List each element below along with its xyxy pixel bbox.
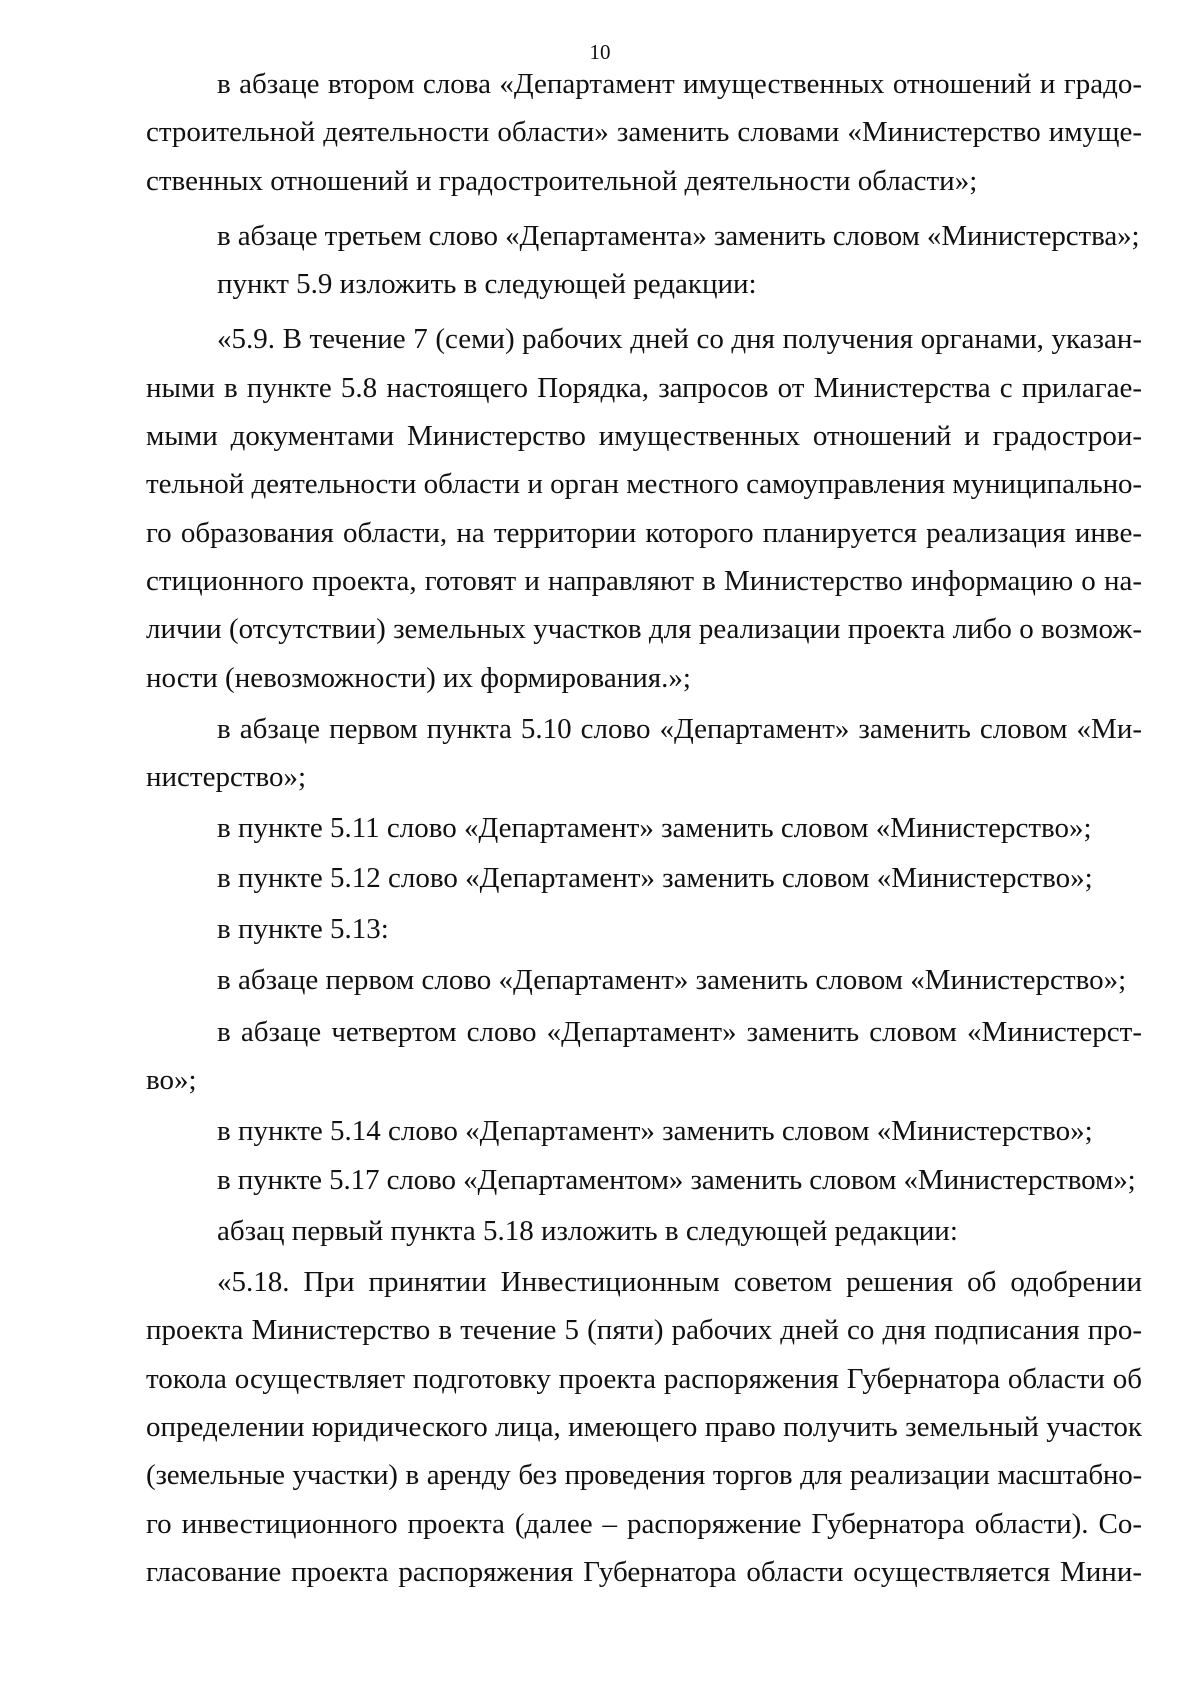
line-text: пункт 5.9 изложить в следующей редакции: bbox=[217, 268, 757, 301]
paragraph bbox=[146, 212, 1142, 260]
page-number: 10 bbox=[589, 40, 611, 64]
text-line bbox=[146, 1451, 1142, 1499]
paragraph bbox=[146, 1258, 1142, 1596]
paragraph bbox=[146, 260, 1142, 308]
line-text: стиционного проекта, готовят и направляют в Министерство информацию о на- bbox=[146, 564, 1142, 597]
line-text: ственных отношений и градостроительной деятельности области»; bbox=[146, 164, 978, 197]
line-text: в абзаце первом слово «Департамент» заменить словом «Министерство»; bbox=[217, 964, 1127, 997]
paragraph bbox=[146, 905, 1142, 953]
text-line bbox=[146, 705, 1142, 753]
paragraph bbox=[146, 315, 1142, 701]
line-text: строительной деятельности области» заменить словами «Министерство имуще- bbox=[146, 116, 1142, 149]
text-line bbox=[146, 1306, 1142, 1354]
line-text: «5.18. При принятии Инвестиционным советом решения об одобрении bbox=[217, 1266, 1142, 1299]
text-line bbox=[146, 1056, 1142, 1104]
paragraph bbox=[146, 705, 1142, 802]
document-body bbox=[146, 60, 1142, 1596]
text-line bbox=[146, 1008, 1142, 1056]
text-line bbox=[146, 108, 1142, 156]
text-line bbox=[146, 804, 1142, 852]
paragraph bbox=[146, 1207, 1142, 1255]
line-text: ными в пункте 5.8 настоящего Порядка, запросов от Министерства с прилагае- bbox=[146, 371, 1142, 404]
paragraph bbox=[146, 60, 1142, 205]
text-line bbox=[146, 1403, 1142, 1451]
text-line bbox=[146, 1500, 1142, 1548]
text-line bbox=[146, 905, 1142, 953]
text-line bbox=[146, 412, 1142, 460]
text-line bbox=[146, 364, 1142, 412]
line-text: в пункте 5.13: bbox=[217, 913, 389, 946]
line-text: личии (отсутствии) земельных участков для реализации проекта либо о возмож- bbox=[146, 613, 1142, 646]
line-text: абзац первый пункта 5.18 изложить в следующей редакции: bbox=[217, 1214, 958, 1247]
text-line bbox=[146, 1548, 1142, 1596]
text-line bbox=[146, 854, 1142, 902]
text-line bbox=[146, 956, 1142, 1004]
text-line bbox=[146, 1258, 1142, 1306]
paragraph bbox=[146, 854, 1142, 902]
text-line bbox=[146, 212, 1142, 260]
text-line bbox=[146, 460, 1142, 508]
line-text: в пункте 5.14 слово «Департамент» заменить словом «Министерство»; bbox=[217, 1115, 1093, 1148]
line-text: в пункте 5.17 слово «Департаментом» заменить словом «Министерством»; bbox=[217, 1163, 1136, 1196]
line-text: в абзаце третьем слово «Департамента» заменить словом «Министерства»; bbox=[217, 219, 1140, 252]
text-line bbox=[146, 1355, 1142, 1403]
text-line bbox=[146, 753, 1142, 801]
text-line bbox=[146, 1207, 1142, 1255]
line-text: проекта Министерство в течение 5 (пяти) рабочих дней со дня подписания про- bbox=[146, 1314, 1142, 1347]
line-text: в абзаце втором слова «Департамент имущественных отношений и градо- bbox=[217, 68, 1142, 100]
text-line bbox=[146, 260, 1142, 308]
line-text: определении юридического лица, имеющего право получить земельный участок bbox=[146, 1411, 1142, 1444]
text-line bbox=[146, 654, 1142, 702]
text-line bbox=[146, 315, 1142, 363]
text-line bbox=[146, 509, 1142, 557]
paragraph bbox=[146, 1156, 1142, 1204]
paragraph bbox=[146, 804, 1142, 852]
line-text: токола осуществляет подготовку проекта распоряжения Губернатора области об bbox=[146, 1362, 1142, 1395]
line-text: мыми документами Министерство имущественных отношений и градострои- bbox=[146, 420, 1142, 453]
line-text: го образования области, на территории которого планируется реализация инве- bbox=[146, 516, 1142, 549]
paragraph bbox=[146, 956, 1142, 1004]
line-text: в пункте 5.12 слово «Департамент» заменить словом «Министерство»; bbox=[217, 861, 1093, 894]
line-text: в пункте 5.11 слово «Департамент» заменить словом «Министерство»; bbox=[217, 812, 1092, 845]
line-text: во»; bbox=[146, 1063, 197, 1096]
line-text: в абзаце первом пункта 5.10 слово «Департамент» заменить словом «Ми- bbox=[217, 712, 1142, 745]
line-text: го инвестиционного проекта (далее – распоряжение Губернатора области). Со- bbox=[146, 1507, 1142, 1540]
line-text: (земельные участки) в аренду без проведения торгов для реализации масштабно- bbox=[146, 1459, 1142, 1492]
line-text: ности (невозможности) их формирования.»; bbox=[146, 661, 691, 694]
line-text: гласование проекта распоряжения Губернатора области осуществляется Мини- bbox=[146, 1555, 1142, 1588]
line-text: «5.9. В течение 7 (семи) рабочих дней со дня получения органами, указан- bbox=[217, 323, 1142, 356]
text-line bbox=[146, 60, 1142, 108]
text-line bbox=[146, 1156, 1142, 1204]
text-line bbox=[146, 1107, 1142, 1155]
line-text: нистерство»; bbox=[146, 761, 307, 794]
line-text: тельной деятельности области и орган местного самоуправления муниципально- bbox=[146, 468, 1142, 501]
text-line bbox=[146, 157, 1142, 205]
paragraph bbox=[146, 1008, 1142, 1105]
text-line bbox=[146, 557, 1142, 605]
line-text: в абзаце четвертом слово «Департамент» заменить словом «Министерст- bbox=[217, 1015, 1142, 1048]
paragraph bbox=[146, 1107, 1142, 1155]
text-line bbox=[146, 605, 1142, 653]
